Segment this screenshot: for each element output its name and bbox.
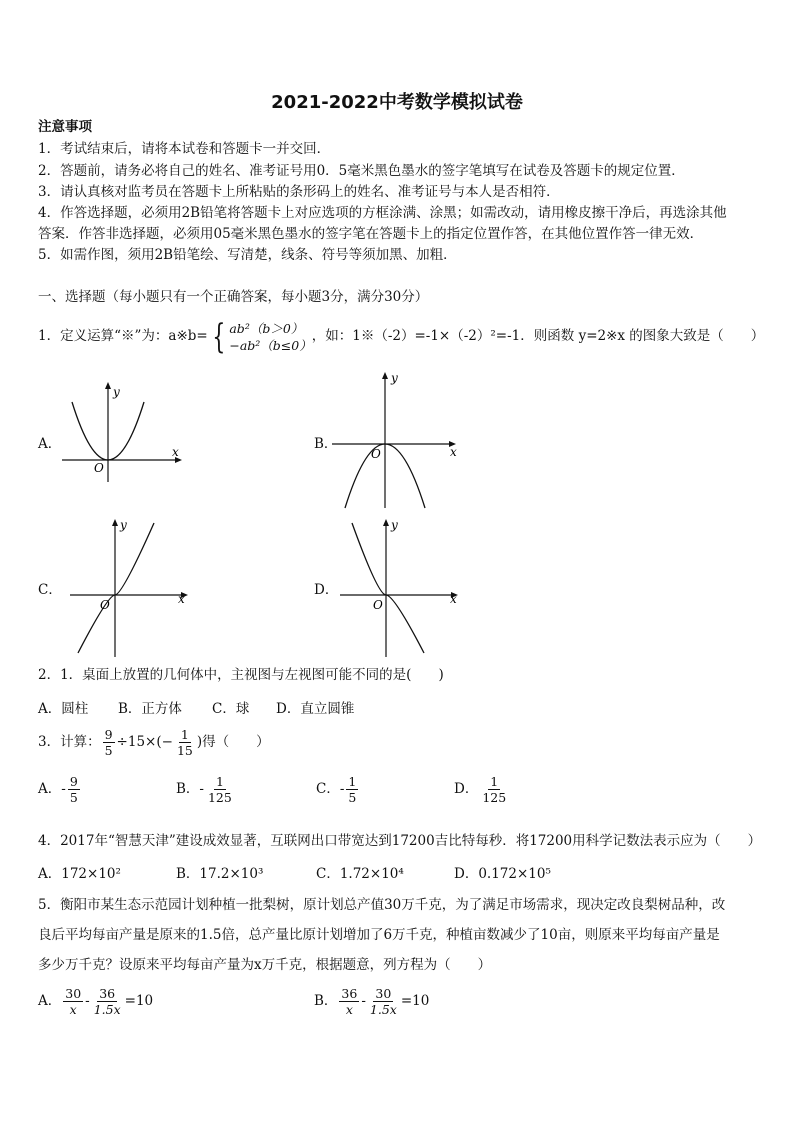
q5-option-b: B． $\frac{36}{x}$ - $\frac{30}{1.5x}$ =10	[314, 986, 430, 1017]
axis-y-label: y	[113, 385, 120, 399]
question-3	[38, 722, 270, 762]
option-label-c: C．	[38, 582, 62, 598]
graph-a	[60, 380, 190, 490]
q2-option-b: B．正方体	[118, 701, 182, 717]
brace-icon: {	[212, 316, 226, 357]
q4-option-c: C．1.72×10⁴	[316, 866, 404, 882]
axis-x-label: x	[172, 445, 179, 459]
option-label-b: B．	[314, 436, 338, 452]
option-label-a: A．	[38, 436, 62, 452]
question-4: 4．2017年“智慧天津”建设成效显著，互联网出口带宽达到17200吉比特每秒．将17200用科学记数法表示应为（ ）	[38, 833, 762, 849]
fraction: $\frac{9}{5}$	[104, 727, 113, 758]
q4-option-b: B．17.2×10³	[176, 866, 264, 882]
notice-item: 5．如需作图，须用2B铅笔绘、写清楚，线条、符号等须加黑、加粗．	[38, 247, 457, 263]
axis-y-label: y	[391, 371, 398, 385]
question-5-line: 5．衡阳市某生态示范园计划种植一批梨树，原计划总产值30万千克，为了满足市场需求，现决定改良梨树品种，改	[38, 897, 726, 913]
q3-suffix: )得（ ）	[196, 734, 270, 750]
graph-b	[330, 370, 470, 510]
q4-option-a: A．172×10²	[38, 866, 121, 882]
graph-c	[68, 515, 198, 660]
origin-label: O	[371, 447, 381, 461]
q1-prefix: 1．定义运算“※”为：a※b=	[38, 328, 208, 344]
q4-option-d: D．0.172×10⁵	[454, 866, 551, 882]
case-2: −ab²（b≤0）	[229, 337, 312, 353]
axis-x-label: x	[450, 445, 457, 459]
q3-prefix: 3．计算：	[38, 734, 101, 750]
origin-label: O	[100, 598, 110, 612]
notice-item: 答案．作答非选择题，必须用05毫米黑色墨水的签字笔在答题卡上的指定位置作答，在其他位置作答一律无效．	[38, 226, 704, 242]
q1-suffix: ，如：1※（-2）=-1×（-2）²=-1．则函数 y=2※x 的图象大致是（ ）	[311, 328, 765, 344]
notice-item: 3．请认真核对监考员在答题卡上所粘贴的条形码上的姓名、准考证号与本人是否相符．	[38, 184, 560, 200]
page-title: 2021-2022中考数学模拟试卷	[271, 92, 523, 113]
q3-option-a: A．- $\frac{9}{5}$	[38, 774, 78, 805]
q3-mid: ÷15×(−	[116, 734, 173, 750]
q3-option-c: C．- $\frac{1}{5}$	[316, 774, 357, 805]
notice-item: 1．考试结束后，请将本试卷和答题卡一并交回．	[38, 141, 331, 157]
question-5-line: 多少万千克？设原来平均每亩产量为x万千克，根据题意，列方程为（ ）	[38, 957, 492, 973]
notice-heading: 注意事项	[38, 119, 92, 135]
q2-option-a: A．圆柱	[38, 701, 89, 717]
notice-item: 2．答题前，请务必将自己的姓名、准考证号用0．5毫米黑色墨水的签字笔填写在试卷及答题卡的规定位置．	[38, 163, 685, 179]
question-1	[38, 316, 764, 356]
q3-option-d: D． $\frac{1}{125}$	[454, 774, 507, 805]
q3-option-b: B．- $\frac{1}{125}$	[176, 774, 232, 805]
question-2: 2．1．桌面上放置的几何体中，主视图与左视图可能不同的是( )	[38, 667, 444, 683]
origin-label: O	[373, 598, 383, 612]
axis-y-label: y	[120, 518, 127, 532]
question-5-line: 良后平均每亩产量是原来的1.5倍，总产量比原计划增加了6万千克，种植亩数减少了10亩，则原来平均每亩产量是	[38, 927, 720, 943]
piecewise-definition	[208, 316, 312, 357]
origin-label: O	[94, 461, 104, 475]
case-1: ab²（b＞0）	[229, 320, 304, 336]
q2-option-d: D．直立圆锥	[276, 701, 355, 717]
section-heading: 一、选择题（每小题只有一个正确答案，每小题3分，满分30分）	[38, 289, 429, 305]
graph-d	[338, 515, 468, 660]
option-label-d: D．	[314, 582, 339, 598]
axis-x-label: x	[450, 592, 457, 606]
q2-option-c: C．球	[212, 701, 250, 717]
q5-option-a: A． $\frac{30}{x}$ - $\frac{36}{1.5x}$ =10	[38, 986, 154, 1017]
notice-item: 4．作答选择题，必须用2B铅笔将答题卡上对应选项的方框涂满、涂黑；如需改动，请用橡皮擦干净后，再选涂其他	[38, 205, 727, 221]
axis-y-label: y	[391, 518, 398, 532]
axis-x-label: x	[178, 592, 185, 606]
fraction: $\frac{1}{15}$	[176, 727, 193, 758]
